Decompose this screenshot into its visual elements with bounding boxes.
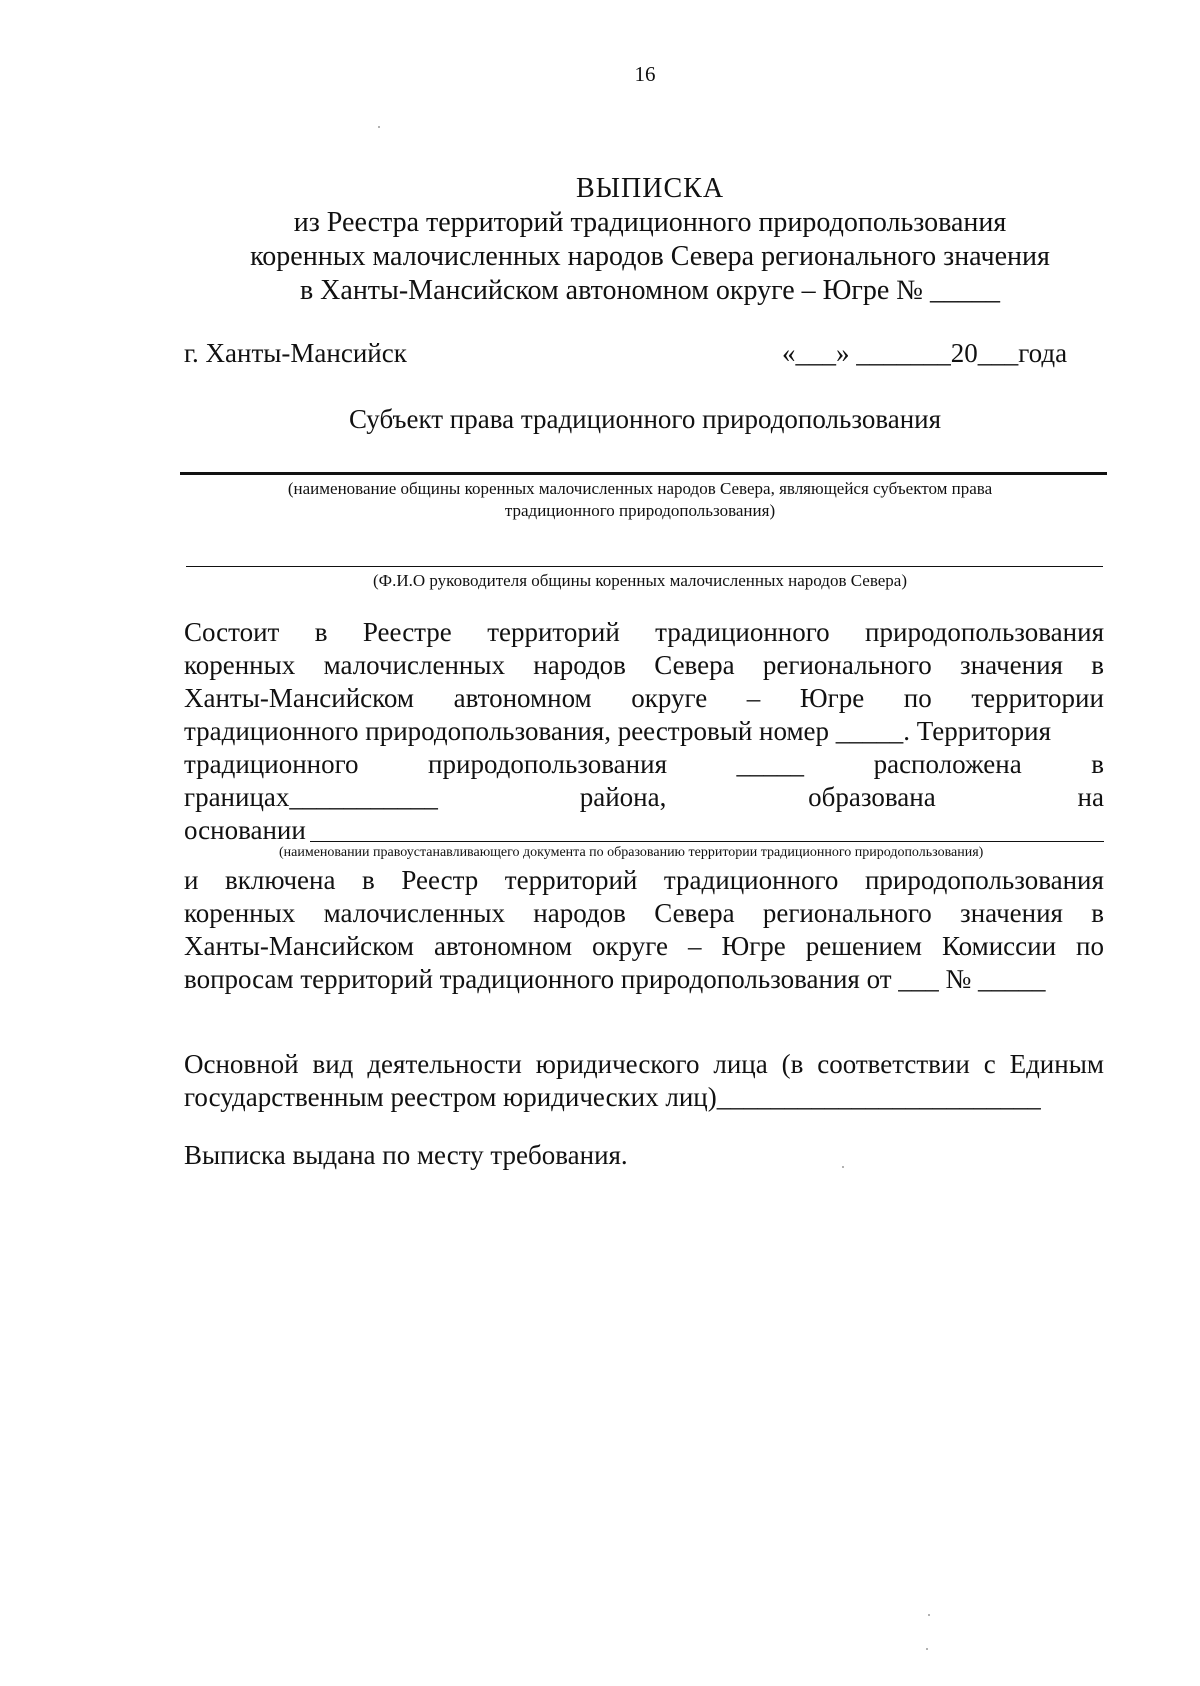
title-main: ВЫПИСКА — [575, 173, 725, 204]
text-line: государственным реестром юридических лиц)________________________ — [184, 1082, 1041, 1112]
text-line: коренных малочисленных народов Севера регионального значения в — [184, 650, 1104, 680]
paragraph-inclusion — [184, 864, 1104, 996]
text-line: Основной вид деятельности юридического лица (в соответствии с Единым — [184, 1049, 1104, 1079]
paragraph-registry — [184, 616, 1104, 847]
caption-line: традиционного природопользования) — [504, 501, 776, 520]
text-line: коренных малочисленных народов Севера регионального значения в — [184, 898, 1104, 928]
document-basis-line — [310, 841, 1104, 842]
community-name-line — [180, 472, 1107, 475]
text-line: границах___________ района, образована на — [184, 782, 1104, 812]
activity-paragraph — [184, 1048, 1104, 1114]
issued-statement: Выписка выдана по месту требования. — [184, 1140, 628, 1170]
scan-speck — [378, 126, 380, 128]
text-line: основании — [184, 815, 306, 845]
head-caption: (Ф.И.О руководителя общины коренных малочисленных народов Севера) — [373, 571, 907, 590]
head-name-line — [186, 566, 1103, 567]
page-number: 16 — [634, 62, 656, 86]
document-caption: (наименовании правоустанавливающего документа по образованию территории традиционного природопользования) — [279, 845, 984, 860]
date-field: «___» _______20___года — [782, 338, 1068, 368]
scan-speck — [928, 1614, 930, 1616]
text-line: и включена в Реестр территорий традиционного природопользования — [184, 865, 1104, 895]
text-line: традиционного природопользования _____ расположена в — [184, 749, 1104, 779]
scan-speck — [842, 1166, 844, 1168]
subject-label: Субъект права традиционного природопользования — [348, 404, 942, 434]
text-line: Ханты-Мансийском автономном округе – Югре по территории — [184, 683, 1104, 713]
text-line: Ханты-Мансийском автономном округе – Югре решением Комиссии по — [184, 931, 1104, 961]
caption-line: (наименование общины коренных малочисленных народов Севера, являющейся субъектом права — [287, 479, 993, 498]
scan-speck — [926, 1648, 928, 1650]
text-line: вопросам территорий традиционного природопользования от ___ № _____ — [184, 964, 1046, 994]
text-line: традиционного природопользования, реестровый номер _____. Территория — [184, 716, 1051, 746]
title-line: коренных малочисленных народов Севера регионального значения — [250, 241, 1050, 272]
title-line: из Реестра территорий традиционного природопользования — [293, 207, 1007, 238]
community-caption — [160, 478, 1120, 522]
document-title — [180, 172, 1120, 308]
title-line: в Ханты-Мансийском автономном округе – Югре № _____ — [299, 275, 1001, 306]
city: г. Ханты-Мансийск — [184, 338, 407, 368]
text-line: Состоит в Реестре территорий традиционного природопользования — [184, 617, 1104, 647]
